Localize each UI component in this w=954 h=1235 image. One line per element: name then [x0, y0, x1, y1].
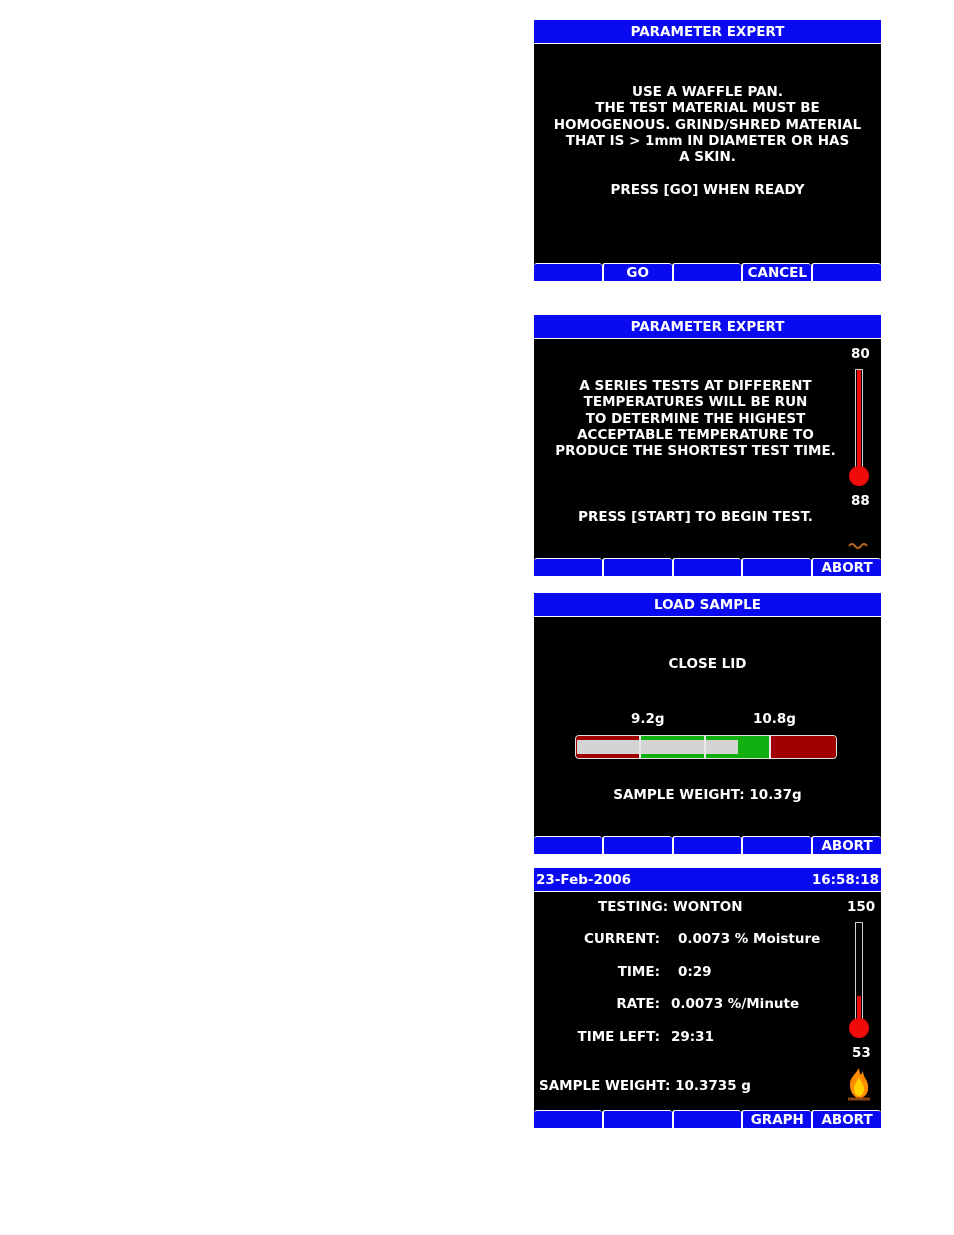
graph-button[interactable]: GRAPH: [741, 1110, 811, 1128]
thermometer-bulb: [849, 1018, 869, 1038]
softkey-bar: [534, 1110, 881, 1128]
softkey-1[interactable]: [534, 1110, 602, 1128]
screen-testing: [534, 868, 881, 1128]
softkey-bar: [534, 263, 881, 281]
softkey-1[interactable]: [534, 263, 602, 281]
time-value: 0:29: [678, 964, 712, 980]
thermometer-fill: [857, 370, 861, 472]
softkey-3[interactable]: [672, 1110, 742, 1128]
screen-title: LOAD SAMPLE: [534, 593, 881, 617]
softkey-2[interactable]: [602, 1110, 672, 1128]
sample-weight-readout: SAMPLE WEIGHT: 10.3735 g: [539, 1078, 751, 1094]
abort-button[interactable]: ABORT: [811, 836, 881, 854]
clock-readout: 16:58:18: [811, 872, 879, 888]
softkey-2[interactable]: [602, 836, 672, 854]
weight-high-limit: 10.8g: [753, 711, 796, 727]
softkey-bar: [534, 558, 881, 576]
status-header: [534, 868, 881, 892]
cancel-button[interactable]: CANCEL: [741, 263, 811, 281]
screen-title: PARAMETER EXPERT: [534, 20, 881, 44]
time-left-label: TIME LEFT:: [577, 1029, 660, 1045]
screen-parameter-expert-1: [534, 20, 881, 281]
time-left-value: 29:31: [671, 1029, 714, 1045]
abort-button[interactable]: ABORT: [811, 1110, 881, 1128]
thermometer-tube: [855, 369, 863, 473]
go-button[interactable]: GO: [602, 263, 672, 281]
screen-load-sample: [534, 593, 881, 854]
thermometer-max-value: 150: [847, 899, 876, 915]
softkey-5[interactable]: [811, 263, 881, 281]
softkey-2[interactable]: [602, 558, 672, 576]
thermometer-max-value: 80: [851, 346, 870, 362]
series-test-message: A SERIES TESTS AT DIFFERENT TEMPERATURES WILL BE RUN TO DETERMINE THE HIGHEST ACCEPTABLE TEMPERATURE TO PRODUCE THE SHORTEST TEST TIME.: [555, 378, 836, 460]
date-readout: 23-Feb-2006: [536, 872, 632, 888]
gauge-fill: [577, 740, 738, 754]
weight-low-limit: 9.2g: [631, 711, 665, 727]
weight-gauge: [575, 735, 837, 759]
current-label: CURRENT:: [583, 931, 660, 947]
thermometer-current-value: 88: [851, 493, 870, 509]
testing-label: TESTING: WONTON: [598, 899, 743, 915]
start-prompt: PRESS [START] TO BEGIN TEST.: [578, 509, 813, 525]
gauge-tick: [769, 736, 771, 758]
close-lid-message: CLOSE LID: [668, 656, 747, 672]
thermometer-tube: [855, 922, 863, 1026]
screen-title: PARAMETER EXPERT: [534, 315, 881, 339]
softkey-3[interactable]: [672, 558, 742, 576]
softkey-3[interactable]: [672, 263, 742, 281]
thermometer-bulb: [849, 466, 869, 486]
gauge-tick: [704, 736, 706, 758]
abort-button[interactable]: ABORT: [811, 558, 881, 576]
softkey-4[interactable]: [741, 836, 811, 854]
softkey-1[interactable]: [534, 836, 602, 854]
softkey-4[interactable]: [741, 558, 811, 576]
time-label: TIME:: [617, 964, 660, 980]
sample-weight-readout: SAMPLE WEIGHT: 10.37g: [613, 787, 802, 803]
softkey-1[interactable]: [534, 558, 602, 576]
screen-parameter-expert-2: [534, 315, 881, 576]
gauge-tick: [639, 736, 641, 758]
flame-icon: [845, 1067, 873, 1101]
current-value: 0.0073 % Moisture: [678, 931, 821, 947]
softkey-3[interactable]: [672, 836, 742, 854]
instruction-message: USE A WAFFLE PAN. THE TEST MATERIAL MUST BE HOMOGENOUS. GRIND/SHRED MATERIAL THAT IS > 1mm IN DIAMETER OR HAS A SKIN. PRESS [GO] WHEN READY: [553, 84, 862, 198]
thermometer-current-value: 53: [852, 1045, 871, 1061]
softkey-bar: [534, 836, 881, 854]
gauge-high-zone: [770, 736, 837, 758]
heater-icon: [848, 541, 870, 549]
rate-value: 0.0073 %/Minute: [671, 996, 800, 1012]
rate-label: RATE:: [616, 996, 660, 1012]
